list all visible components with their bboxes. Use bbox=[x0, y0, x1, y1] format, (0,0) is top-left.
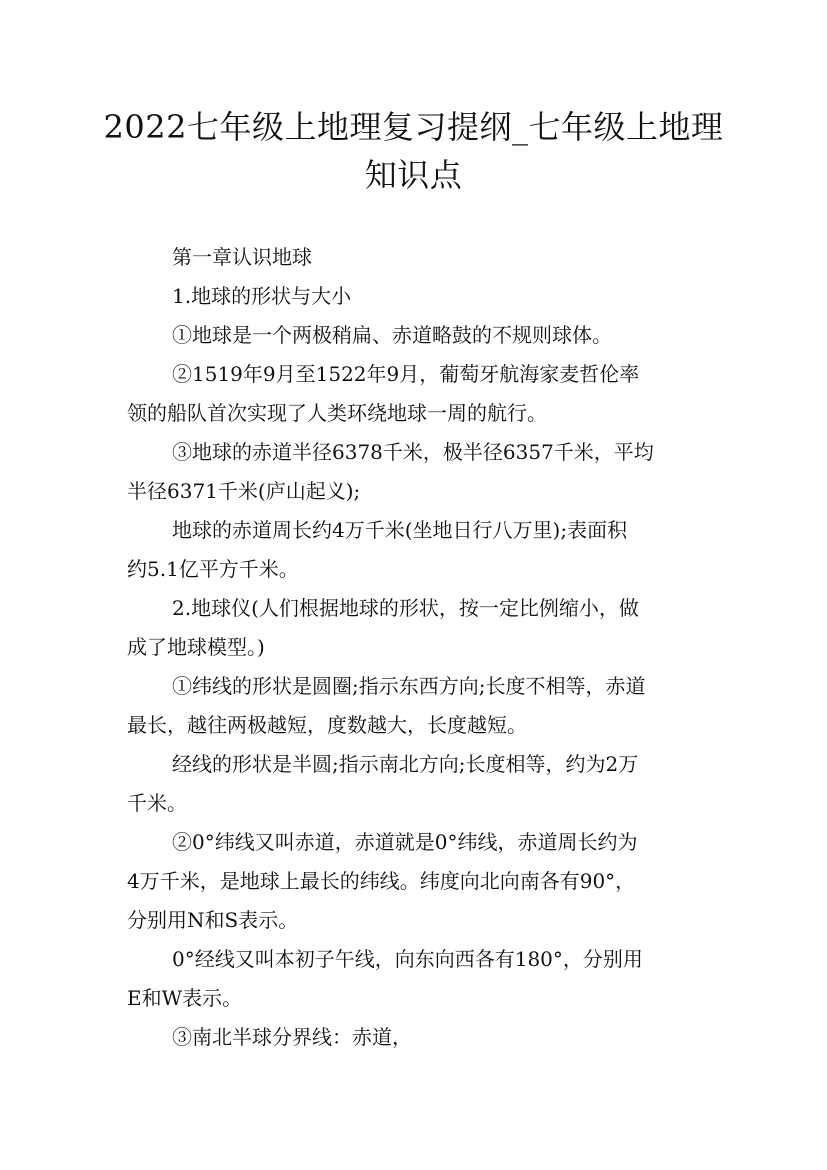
text-line: 4万千米，是地球上最长的纬线。纬度向北向南各有90°， bbox=[127, 869, 636, 893]
text-line: 成了地球模型。) bbox=[127, 635, 265, 659]
text-line: ③南北半球分界线：赤道， bbox=[172, 1025, 412, 1049]
text-line: 经线的形状是半圆;指示南北方向;长度相等，约为2万 bbox=[172, 752, 639, 776]
text-line: 最长，越往两极越短，度数越大，长度越短。 bbox=[127, 713, 527, 737]
text-line: 1.地球的形状与大小 bbox=[172, 284, 352, 308]
text-line: 第一章认识地球 bbox=[172, 245, 312, 269]
text-line: 分别用N和S表示。 bbox=[127, 908, 299, 932]
paragraph bbox=[127, 823, 703, 940]
paragraph bbox=[127, 940, 703, 1018]
text-line: ②1519年9月至1522年9月，葡萄牙航海家麦哲伦率 bbox=[172, 362, 640, 386]
page-title bbox=[90, 103, 737, 199]
section-heading bbox=[127, 589, 703, 667]
text-line: 0°经线又叫本初子午线，向东向西各有180°，分别用 bbox=[172, 947, 643, 971]
text-line: ②0°纬线又叫赤道，赤道就是0°纬线，赤道周长约为 bbox=[172, 830, 638, 854]
text-line: 2.地球仪(人们根据地球的形状，按一定比例缩小，做 bbox=[172, 596, 639, 620]
text-line: ①纬线的形状是圆圈;指示东西方向;长度不相等，赤道 bbox=[172, 674, 646, 698]
paragraph bbox=[127, 433, 703, 511]
text-line: 千米。 bbox=[127, 791, 187, 815]
section-heading bbox=[127, 277, 703, 316]
title-line-2: 知识点 bbox=[364, 156, 463, 194]
paragraph bbox=[127, 511, 703, 589]
text-line: 半径6371千米(庐山起义); bbox=[127, 479, 361, 503]
paragraph bbox=[127, 355, 703, 433]
title-line-1: 2022七年级上地理复习提纲_七年级上地理 bbox=[103, 108, 724, 146]
document-body bbox=[127, 238, 703, 1057]
text-line: ③地球的赤道半径6378千米，极半径6357千米，平均 bbox=[172, 440, 654, 464]
text-line: 地球的赤道周长约4万千米(坐地日行八万里);表面积 bbox=[172, 518, 628, 542]
paragraph bbox=[127, 316, 703, 355]
chapter-heading bbox=[127, 238, 703, 277]
text-line: ①地球是一个两极稍扁、赤道略鼓的不规则球体。 bbox=[172, 323, 612, 347]
paragraph bbox=[127, 1018, 703, 1057]
text-line: E和W表示。 bbox=[127, 986, 243, 1010]
paragraph bbox=[127, 667, 703, 745]
text-line: 领的船队首次实现了人类环绕地球一周的航行。 bbox=[127, 401, 547, 425]
paragraph bbox=[127, 745, 703, 823]
text-line: 约5.1亿平方千米。 bbox=[127, 557, 299, 581]
